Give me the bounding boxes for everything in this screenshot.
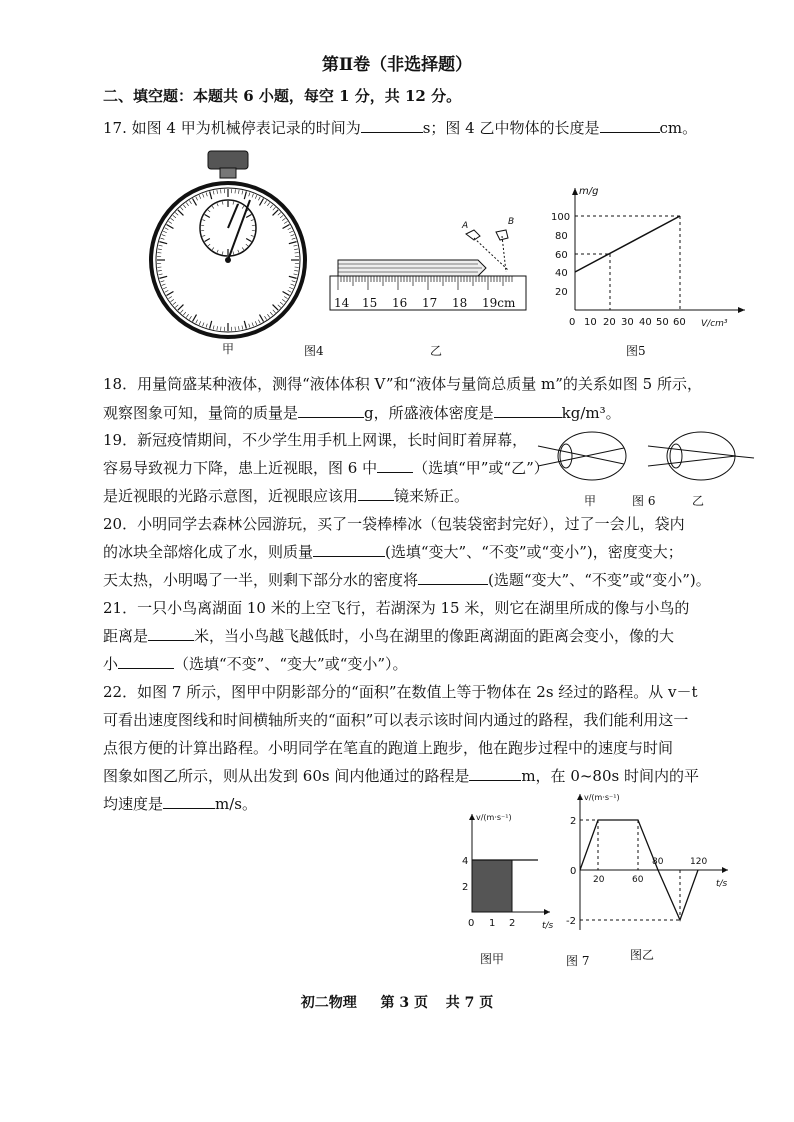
- fig4-label-jia: 甲: [222, 342, 235, 356]
- fig5-ylabel: m/g: [579, 186, 599, 197]
- q17-blank-1[interactable]: [361, 118, 423, 133]
- q22-line-4: [103, 766, 699, 786]
- fig5-xtick: 20: [603, 317, 616, 328]
- footer-page-total: 共 7 页: [445, 995, 494, 1011]
- q19-text-a: 容易导致视力下降，患上近视眼，图 6 中: [103, 459, 378, 477]
- q21-line-2: [103, 626, 674, 646]
- q22-line-5: [103, 794, 257, 814]
- fig5-mass-volume-graph: [545, 182, 755, 332]
- q18-line-1: 18．用量筒盛某种液体，测得“液体体积 V”和“液体与量筒总质量 m”的关系如图 5 所示，: [103, 375, 702, 393]
- q19-blank-2[interactable]: [358, 486, 394, 501]
- fig7-yi-ylabel: v/(m·s⁻¹): [584, 793, 620, 802]
- ruler-tick-label: 18: [452, 296, 468, 310]
- fig5-ytick: 80: [555, 231, 568, 242]
- fig6-label-jia: 甲: [584, 494, 597, 508]
- fig5-xlabel: V/cm³: [701, 319, 728, 329]
- fig7-yi-caption: 图乙: [630, 948, 655, 962]
- fig7-yi-xtick: 80: [652, 857, 664, 867]
- q21-text-a: 距离是: [103, 627, 149, 645]
- q19-blank-1[interactable]: [377, 458, 413, 473]
- question-17: [103, 118, 697, 138]
- q19-line-2: [103, 458, 549, 478]
- ruler-tick-label: 14: [334, 296, 350, 310]
- q21-line-3: [103, 654, 408, 674]
- q20-line-2: [103, 542, 683, 562]
- fig7-jia-ylabel: v/(m·s⁻¹): [476, 813, 512, 822]
- q22-blank-1[interactable]: [469, 766, 521, 781]
- q21-blank-2[interactable]: [118, 654, 174, 669]
- fig5-xtick: 50: [656, 317, 669, 328]
- fig5-xtick: 40: [639, 317, 652, 328]
- fig5-xtick: 60: [673, 317, 686, 328]
- fig4-label: 图4: [304, 344, 324, 358]
- eye-a-label: A: [462, 221, 469, 231]
- q18-text-b: g，所盛液体密度是: [364, 404, 494, 422]
- page-footer: [0, 992, 794, 1012]
- fig7-yi-xlabel: t/s: [716, 879, 728, 889]
- fig5-xtick: 0: [569, 317, 576, 328]
- q20-text-d: (选题“变大”、“不变”或“变小”)。: [488, 571, 711, 589]
- q17-blank-2[interactable]: [600, 118, 660, 133]
- part-heading: 二、填空题：本题共 6 小题，每空 1 分，共 12 分。: [103, 87, 462, 105]
- fig5-ytick: 100: [551, 212, 571, 223]
- stopwatch-figure: [148, 148, 308, 338]
- fig5-ytick: 40: [555, 268, 568, 279]
- fig7-jia-xlabel: t/s: [542, 921, 554, 931]
- q21-text-c: 小: [103, 655, 119, 673]
- ruler-tick-label: 19cm: [482, 296, 516, 310]
- fig7-yi-graph: [566, 790, 736, 940]
- q18-text-a: 观察图象可知，量筒的质量是: [103, 404, 299, 422]
- ruler-tick-label: 16: [392, 296, 408, 310]
- fig6-label: 图 6: [632, 494, 656, 508]
- q22-text-d: m/s。: [215, 795, 257, 813]
- fig7-jia-xtick: 2: [509, 918, 516, 929]
- fig7-yi-xtick: 20: [593, 875, 605, 885]
- ruler-tick-label: 17: [422, 296, 438, 310]
- ruler-tick-label: 15: [362, 296, 378, 310]
- q22-line-3: 点很方便的计算出路程。小明同学在笔直的跑道上跑步，他在跑步过程中的速度与时间: [103, 739, 674, 757]
- fig7-jia-graph: [456, 808, 556, 938]
- q19-line-1: 19．新冠疫情期间，不少学生用手机上网课，长时间盯着屏幕，: [103, 431, 528, 449]
- q22-line-1: 22．如图 7 所示，图甲中阴影部分的“面积”在数值上等于物体在 2s 经过的路程。从 v－t: [103, 683, 698, 701]
- q19-text-b: （选填“甲”或“乙”）: [413, 459, 549, 477]
- fig7-jia-ytick: 2: [462, 882, 469, 893]
- q20-blank-2[interactable]: [418, 570, 488, 585]
- fig7-yi-ytick: -2: [566, 916, 576, 927]
- fig7-jia-xtick: 1: [489, 918, 496, 929]
- fig7-yi-xtick: 120: [690, 857, 708, 867]
- q19-text-c: 是近视眼的光路示意图，近视眼应该用: [103, 487, 359, 505]
- q17-text-c: cm。: [659, 119, 698, 137]
- fig7-yi-xtick: 60: [632, 875, 644, 885]
- q18-text-c: kg/m³。: [561, 404, 621, 422]
- q18-blank-2[interactable]: [494, 403, 562, 418]
- q20-line-1: 20．小明同学去森林公园游玩，买了一袋棒棒冰（包装袋密封完好），过了一会儿，袋内: [103, 515, 685, 533]
- q20-text-a: 的冰块全部熔化成了水，则质量: [103, 543, 314, 561]
- q21-blank-1[interactable]: [148, 626, 194, 641]
- fig5-xtick: 30: [621, 317, 634, 328]
- q22-text-a: 图象如图乙所示，则从出发到 60s 间内他通过的路程是: [103, 767, 470, 785]
- q21-text-d: （选填“不变”、“变大”或“变小”）。: [174, 655, 408, 673]
- fig7-label: 图 7: [566, 954, 590, 968]
- fig7-yi-ytick: 2: [570, 816, 577, 827]
- fig7-jia-xtick: 0: [468, 918, 475, 929]
- q20-blank-1[interactable]: [313, 542, 385, 557]
- q19-line-3: [103, 486, 469, 506]
- q21-line-1: 21．一只小鸟离湖面 10 米的上空飞行，若湖深为 15 米，则它在湖里所成的像与小鸟的: [103, 599, 690, 617]
- fig5-ytick: 60: [555, 250, 568, 261]
- q18-line-2: [103, 403, 621, 423]
- q17-text-a: 17. 如图 4 甲为机械停表记录的时间为: [103, 119, 361, 137]
- ruler-tick-labels: [328, 296, 528, 312]
- q20-line-3: [103, 570, 711, 590]
- fig6-label-yi: 乙: [692, 494, 705, 508]
- q22-text-c: 均速度是: [103, 795, 164, 813]
- fig7-jia-caption: 图甲: [480, 952, 505, 966]
- fig4-label-yi: 乙: [430, 344, 443, 358]
- eye-b-label: B: [508, 217, 515, 227]
- fig7-jia-ytick: 4: [462, 856, 469, 867]
- q20-text-c: 天太热，小明喝了一半，则剩下部分水的密度将: [103, 571, 419, 589]
- fig5-ytick: 20: [555, 287, 568, 298]
- q22-line-2: 可看出速度图线和时间横轴所夹的“面积”可以表示该时间内通过的路程，我们能利用这一: [103, 711, 689, 729]
- footer-page-number: 第 3 页: [380, 995, 428, 1011]
- fig5-label: 图5: [626, 344, 646, 358]
- section-title: 第Ⅱ卷（非选择题）: [321, 55, 473, 75]
- q19-text-d: 镜来矫正。: [394, 487, 470, 505]
- q18-blank-1[interactable]: [298, 403, 364, 418]
- q22-blank-2[interactable]: [163, 794, 215, 809]
- fig7-yi-ytick: 0: [570, 866, 577, 877]
- q21-text-b: 米，当小鸟越飞越低时，小鸟在湖里的像距离湖面的距离会变小，像的大: [194, 627, 675, 645]
- fig5-xtick: 10: [584, 317, 597, 328]
- q17-text-b: s；图 4 乙中物体的长度是: [422, 119, 600, 137]
- footer-subject: 初二物理: [300, 995, 357, 1011]
- q22-text-b: m，在 0~80s 时间内的平: [521, 767, 699, 785]
- fig6-eye-diagrams: [536, 428, 756, 488]
- q20-text-b: (选填“变大”、“不变”或“变小”)，密度变大；: [385, 543, 683, 561]
